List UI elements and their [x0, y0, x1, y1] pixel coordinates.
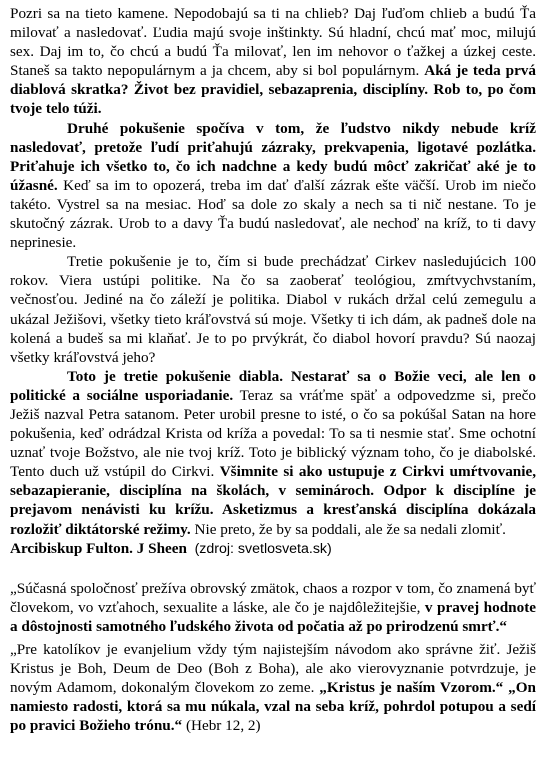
text-run: Tretie pokušenie je to, čím si bude prechádzať Cirkev nasledujúcich 100 rokov. Viera ustúpi politike. Na čo sa zaoberať teológiou, zmŕtvychvstaním, večnosťou. Jediné na čo záleží je politika. Diabol v rukách držal celú zemegulu a ukázal Ježišovi, všetky tieto kráľovstvá sú moje. Všetky ti ich dám, ak padneš dole na kolená a budeš sa mi klaňať. Je to po prvýkrát, čo diabol hovorí pravdu? Sú naozaj všetky kráľovstvá jeho? — [10, 253, 536, 366]
text-run: Teraz sa vráťme späť a odpovedzme si, prečo Ježiš nazval Petra satanom. Peter urobil presne to isté, o čo sa pokúšal Satan na hore pokušenia, keď odrádzal Krista od kríža a povedal: To sa ti nesmie stať. Sme ochotní uznať tvoje Božstvo, ale nie tvoj kríž. Toto je biblický význam toho, čo je diabolské. Tento duch už vstúpil do Cirkvi. — [10, 386, 536, 481]
text-run: „Súčasná spoločnosť prežíva obrovský zmätok, chaos a rozpor v tom, čo znamená byť človekom, vo vzťahoch, sexualite a láske, ale čo je najdôležitejšie, — [10, 579, 536, 616]
text-run: Pozri sa na tieto kamene. Nepodobajú sa ti na chlieb? Daj ľuďom chlieb a budú Ťa milovať a nasledovať. Ľudia majú svoje inštinkty. Sú hladní, chcú mať moc, milujú sex. Daj im to, čo chcú a budú Ťa milovať, len im nehovor o ťažkej a úzkej ceste. Staneš sa takto nepopulárnym a ja chcem, aby si bol populárnym. — [10, 5, 536, 80]
quote-paragraph — [10, 579, 536, 636]
text-run-bold: Druhé pokušenie spočíva v tom, že ľudstvo nikdy nebude kríž nasledovať, pretože ľudí priťahujú zázraky, prekvapenia, ligotavé pozlátka. Priťahuje ich všetko to, čo ich nadchne a kedy budú môcť zakričať aké je to úžasné. — [10, 119, 536, 194]
source-note: (zdroj: svetlosveta.sk) — [194, 540, 332, 557]
paragraph-third-temptation — [10, 252, 536, 367]
spacer — [10, 559, 536, 579]
text-run: „Pre katolíkov je evanjelium vždy tým najistejším návodom ako správne žiť. Ježiš Kristus je Boh, Deum de Deo (Boh z Boha), ale ako vierovyznanie potvrdzuje, je novým Adamom, dokonalým človekom zo zeme. — [10, 641, 536, 697]
quote-paragraph — [10, 640, 536, 735]
text-run-bold: Všimnite si ako ustupuje z Cirkvi umŕtvovanie, sebazapieranie, disciplína na školách, v seminároch. Odpor k disciplíne je prejavom nenávisti ku krížu. Asketizmus a kresťanská disciplína dokázala rozložiť diktátorské režimy. — [10, 463, 536, 538]
text-run: Keď sa im to opozerá, treba im dať ďalší zázrak ešte väčší. Urob im niečo takéto. Vystrel sa na mesiac. Hoď sa dole zo skaly a nech sa ti nič nestane. To je skutočný zázrak. Urob to a davy Ťa budú nasledovať, ale nechoď na kríž, to ti davy neprinesie. — [10, 176, 536, 252]
text-run: (Hebr 12, 2) — [182, 717, 261, 735]
author-name: Arcibiskup Fulton. J Sheen — [10, 539, 187, 557]
paragraph-conclusion — [10, 367, 536, 539]
paragraph-first-temptation — [10, 4, 536, 119]
text-run-bold: v pravej hodnote a dôstojnosti samotného ľudského života od počatia až po prirodzenú smrť.“ — [10, 598, 536, 635]
text-run-bold: Toto je tretie pokušenie diabla. Nestarať sa o Božie veci, ale len o politické a sociálne usporiadanie. — [10, 367, 536, 404]
text-run: Nie preto, že by sa poddali, ale že sa nedali zlomiť. — [190, 520, 506, 538]
text-run-bold: „Kristus je naším Vzorom.“ „On namiesto radosti, ktorá sa mu núkala, vzal na seba kríž, pohrdol potupou a sedí po pravici Božieho trónu.“ — [10, 679, 536, 735]
signature-line — [10, 539, 536, 559]
text-run-bold: Aká je teda prvá diablová skratka? Život bez pravidiel, sebazaprenia, disciplíny. Rob to, po čom tvoje telo túži. — [10, 62, 536, 118]
paragraph-second-temptation — [10, 119, 536, 253]
